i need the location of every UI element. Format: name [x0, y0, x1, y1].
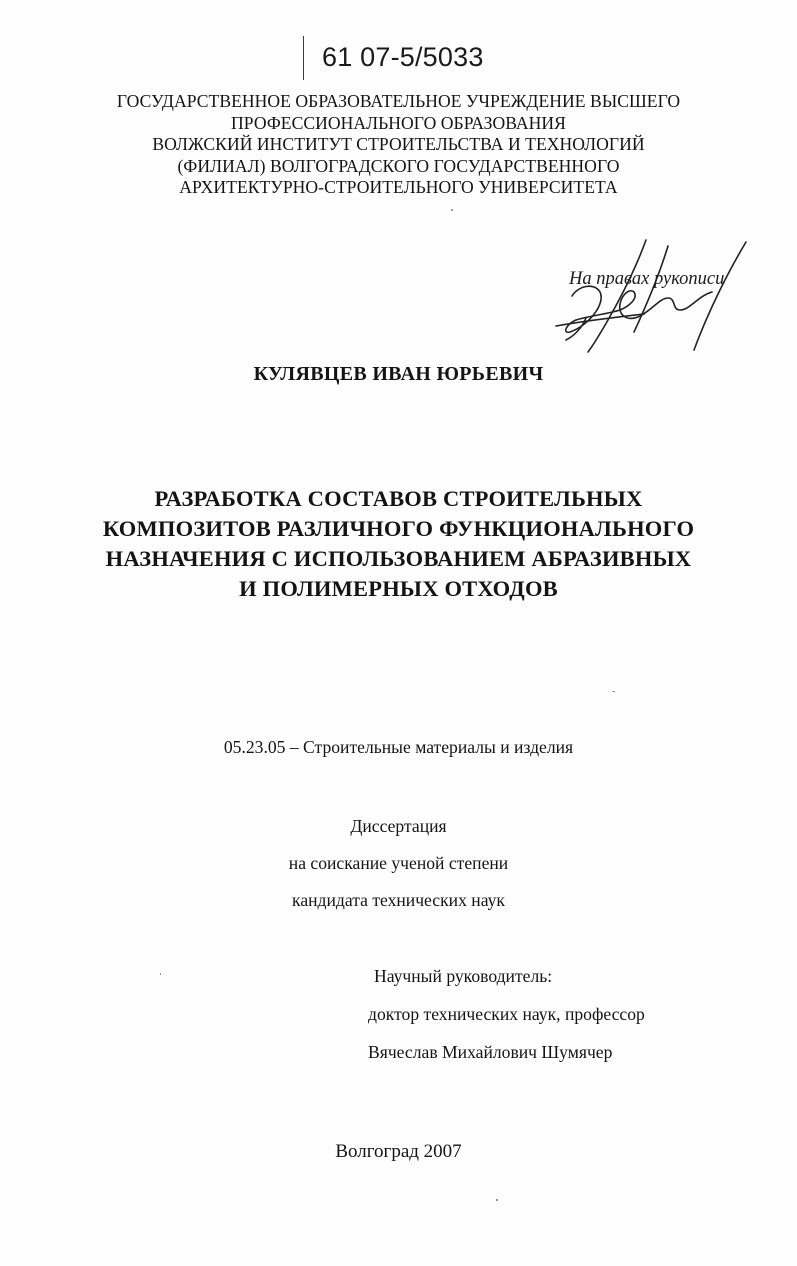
supervisor-name: Вячеслав Михайлович Шумячер [368, 1042, 613, 1062]
scan-speck [160, 973, 161, 975]
scan-speck [612, 691, 615, 692]
supervisor-label: Научный руководитель: [374, 966, 553, 986]
organization-line: ВОЛЖСКИЙ ИНСТИТУТ СТРОИТЕЛЬСТВА И ТЕХНОЛОГИЙ [152, 134, 645, 154]
organization-header [0, 91, 797, 199]
supervisor-block [368, 957, 645, 1071]
archive-stamp-code: 61 07-5/5033 [322, 42, 484, 72]
title-line: КОМПОЗИТОВ РАЗЛИЧНОГО ФУНКЦИОНАЛЬНОГО [102, 516, 695, 541]
author-name: КУЛЯВЦЕВ ИВАН ЮРЬЕВИЧ [253, 363, 544, 385]
thesis-degree-block [0, 808, 797, 919]
stamp-divider [303, 36, 304, 80]
supervisor-degree: доктор технических наук, профессор [368, 1004, 645, 1024]
thesis-line: кандидата технических наук [292, 890, 505, 910]
organization-line: АРХИТЕКТУРНО-СТРОИТЕЛЬНОГО УНИВЕРСИТЕТА [179, 177, 618, 197]
organization-line: ПРОФЕССИОНАЛЬНОГО ОБРАЗОВАНИЯ [231, 112, 566, 133]
title-line: И ПОЛИМЕРНЫХ ОТХОДОВ [239, 576, 558, 601]
organization-line: (ФИЛИАЛ) ВОЛГОГРАДСКОГО ГОСУДАРСТВЕННОГО [177, 155, 620, 176]
organization-line: ГОСУДАРСТВЕННОЕ ОБРАЗОВАТЕЛЬНОЕ УЧРЕЖДЕНИЕ ВЫСШЕГО [116, 91, 681, 111]
thesis-line: Диссертация [350, 816, 447, 836]
title-line: НАЗНАЧЕНИЯ С ИСПОЛЬЗОВАНИЕМ АБРАЗИВНЫХ [105, 546, 692, 571]
dissertation-title [0, 484, 797, 604]
scan-speck [496, 1199, 498, 1201]
specialty-code: 05.23.05 – Строительные материалы и изделия [223, 737, 574, 757]
handwritten-signature [548, 232, 758, 360]
thesis-line: на соискание ученой степени [288, 853, 509, 873]
city-year: Волгоград 2007 [335, 1141, 462, 1162]
title-line: РАЗРАБОТКА СОСТАВОВ СТРОИТЕЛЬНЫХ [154, 486, 643, 511]
scan-speck [451, 209, 453, 211]
manuscript-rights-note: На правах рукописи [569, 269, 725, 289]
